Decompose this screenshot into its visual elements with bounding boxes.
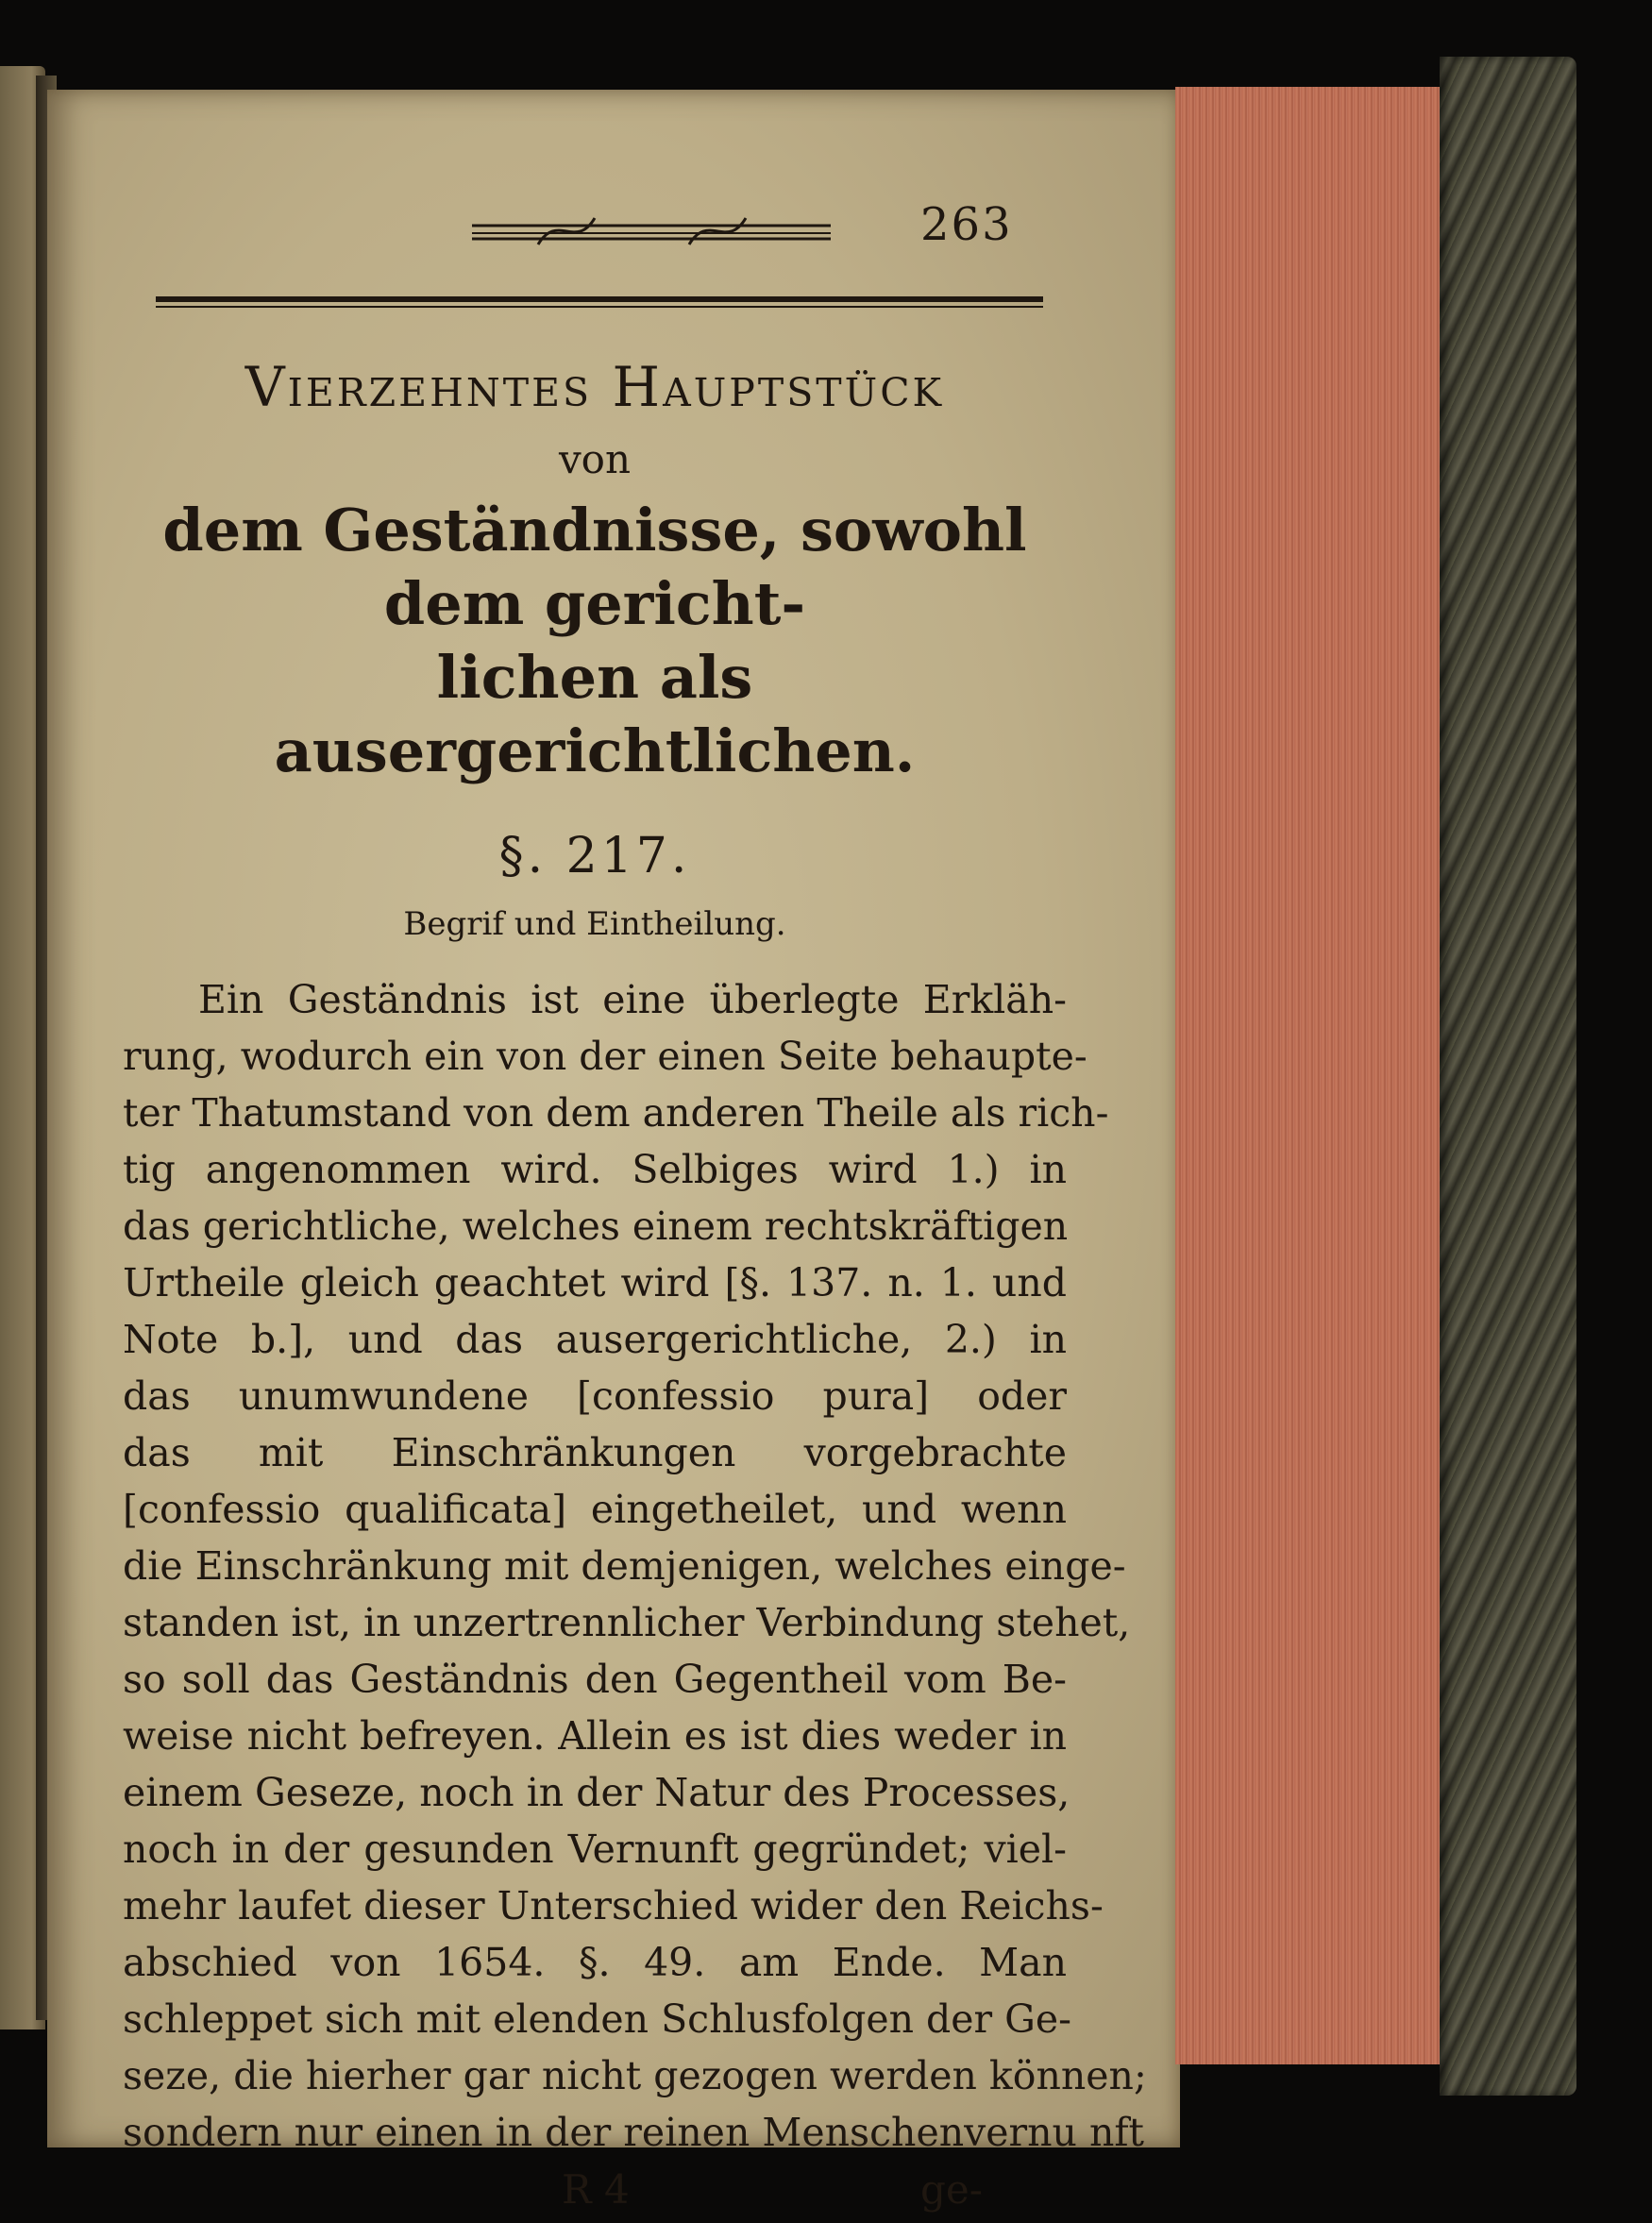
chapter-title: Vierzehntes Hauptstück — [244, 355, 945, 419]
body-line: Ein Geständnis ist eine überlegte Erkläh- — [198, 977, 1067, 1022]
body-line: [confessio qualificata] eingetheilet, und wenn — [123, 1487, 1067, 1532]
ornament-flourish-icon — [472, 212, 831, 250]
body-line: weise nicht befreyen. Allein es ist dies weder in — [123, 1713, 1067, 1759]
catchword: ge- — [920, 2166, 983, 2213]
chapter-subtitle-line: dem Geständnisse, sowohl dem gericht- — [162, 496, 1027, 638]
header-ornament — [472, 212, 831, 250]
body-line: das gerichtliche, welches einem rechtskräftigen — [123, 1204, 1069, 1249]
body-line: das mit Einschränkungen vorgebrachte — [123, 1430, 1067, 1475]
chapter-subtitle-line: lichen als ausergerichtlichen. — [274, 643, 916, 785]
page-header — [123, 198, 1067, 274]
book-cover — [1440, 57, 1576, 2096]
body-line: einem Geseze, noch in der Natur des Processes, — [123, 1770, 1070, 1815]
body-line: tig angenommen wird. Selbiges wird 1.) in — [123, 1147, 1067, 1192]
chapter-subtitle — [123, 494, 1067, 788]
body-line: seze, die hierher gar nicht gezogen werden können; — [123, 2053, 1147, 2098]
page-content — [123, 198, 1147, 2223]
body-line: ter Thatumstand von dem anderen Theile als rich- — [123, 1090, 1109, 1136]
body-line: schleppet sich mit elenden Schlusfolgen der Ge- — [123, 1996, 1072, 2042]
body-line: noch in der gesunden Vernunft gegründet; viel- — [123, 1827, 1067, 1872]
body-line: sondern nur einen in der reinen Menschenvernu nft — [123, 2110, 1145, 2155]
body-line: abschied von 1654. §. 49. am Ende. Man — [123, 1940, 1067, 1985]
body-line: Urtheile gleich geachtet wird [§. 137. n. 1. und — [123, 1260, 1067, 1305]
section-heading: Begrif und Eintheilung. — [403, 905, 786, 943]
page-footer — [123, 2166, 1067, 2223]
body-line: standen ist, in unzertrennlicher Verbindung stehet, — [123, 1600, 1131, 1645]
body-line: rung, wodurch ein von der einen Seite behaupte- — [123, 1034, 1087, 1079]
header-rule — [156, 295, 1043, 313]
section-number: §. 217. — [498, 828, 691, 884]
body-text — [123, 971, 1147, 2161]
page-block-edge — [1175, 87, 1445, 2064]
chapter-von: von — [558, 436, 632, 482]
signature-mark: R 4 — [562, 2166, 630, 2213]
page-number: 263 — [920, 198, 1013, 251]
body-line: das unumwundene [confessio pura] oder — [123, 1373, 1067, 1419]
body-line: Note b.], und das ausergerichtliche, 2.) in — [123, 1317, 1067, 1362]
body-line: die Einschränkung mit demjenigen, welches einge- — [123, 1543, 1126, 1589]
body-line: mehr laufet dieser Unterschied wider den Reichs- — [123, 1883, 1104, 1928]
body-line: so soll das Geständnis den Gegentheil vom Be- — [123, 1657, 1067, 1702]
